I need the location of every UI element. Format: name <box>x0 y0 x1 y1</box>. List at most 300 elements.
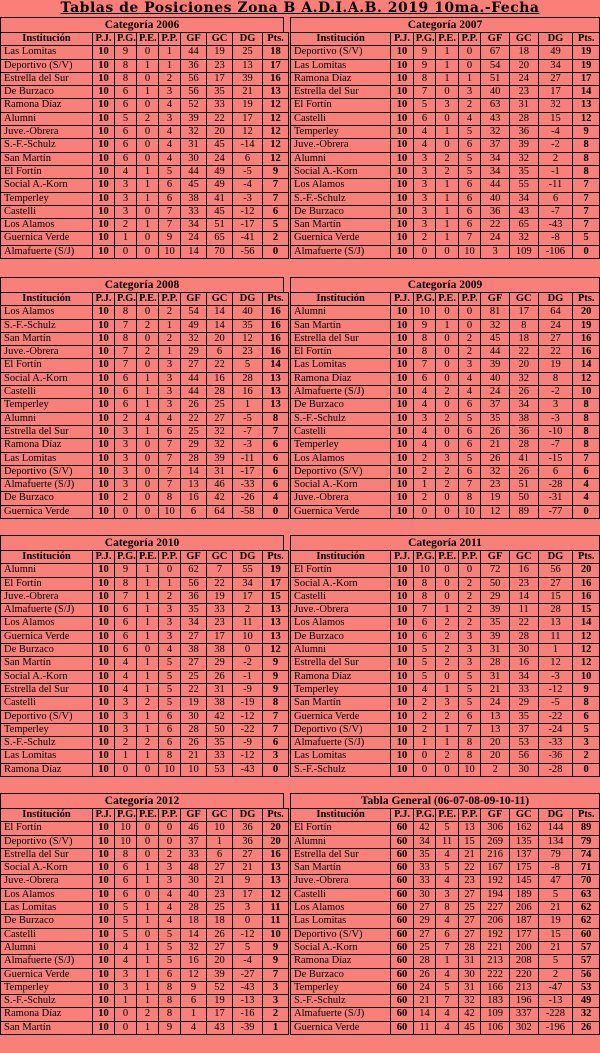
table-row <box>291 862 600 875</box>
stat-cell: 7 <box>263 192 289 205</box>
stat-cell: 0 <box>137 822 159 835</box>
stat-cell: 60 <box>573 928 600 941</box>
stat-cell: 8 <box>115 332 137 345</box>
stat-cell: 34 <box>481 152 510 165</box>
stat-cell: 8 <box>573 152 600 165</box>
stat-cell: 10 <box>207 822 233 835</box>
stat-cell: 3 <box>263 995 289 1008</box>
stat-cell: 33 <box>413 862 436 875</box>
stat-cell: -1 <box>538 165 573 178</box>
stat-cell: 7 <box>159 205 181 218</box>
stat-cell: 1 <box>137 577 159 590</box>
stat-cell: 28 <box>509 439 538 452</box>
stat-cell: 72 <box>481 564 510 577</box>
stat-cell: 7 <box>263 723 289 736</box>
team-name: Ramona Díaz <box>291 372 391 385</box>
stat-cell: 1 <box>137 915 159 928</box>
stat-cell: 1 <box>159 577 181 590</box>
stat-cell: 4 <box>413 425 436 438</box>
stat-cell: 1 <box>137 59 159 72</box>
stat-cell: 10 <box>391 399 414 412</box>
stat-cell: 4 <box>115 670 137 683</box>
stat-cell: 10 <box>93 505 115 518</box>
stat-cell: 20 <box>263 822 289 835</box>
stat-cell: 109 <box>509 245 538 258</box>
stat-cell: 20 <box>263 835 289 848</box>
stat-cell: 10 <box>159 245 181 258</box>
stat-cell: 10 <box>115 835 137 848</box>
stat-cell: 35 <box>233 319 263 332</box>
stat-cell: 3 <box>159 604 181 617</box>
stat-cell: 79 <box>573 835 600 848</box>
stat-cell: 8 <box>413 590 436 603</box>
standings-grid <box>290 32 600 259</box>
stat-cell: 34 <box>509 399 538 412</box>
stat-cell: 5 <box>159 165 181 178</box>
stat-cell: 5 <box>436 862 459 875</box>
table-row <box>291 928 600 941</box>
team-name: Juve.-Obrera <box>291 492 391 505</box>
stat-cell: 33 <box>413 875 436 888</box>
stat-cell: 7 <box>159 452 181 465</box>
stat-cell: 4 <box>413 439 436 452</box>
table-row <box>291 219 600 232</box>
stat-cell: 0 <box>436 112 459 125</box>
team-name: Guernica Verde <box>1 232 93 245</box>
stat-cell: 1 <box>137 590 159 603</box>
stat-cell: 4 <box>115 165 137 178</box>
column-header: DG <box>233 33 263 46</box>
stat-cell: 2 <box>538 152 573 165</box>
stat-cell: 10 <box>93 968 115 981</box>
stat-cell: 5 <box>458 670 481 683</box>
stat-cell: 24 <box>481 232 510 245</box>
stat-cell: 8 <box>159 981 181 994</box>
stat-cell: 3 <box>538 399 573 412</box>
column-header: GC <box>207 809 233 822</box>
stat-cell: 1 <box>159 46 181 59</box>
team-name: Estrella del Sur <box>1 848 93 861</box>
stat-cell: 269 <box>481 835 510 848</box>
team-name: Ramona Díaz <box>291 72 391 85</box>
stat-cell: 18 <box>509 332 538 345</box>
stat-cell: 10 <box>93 723 115 736</box>
stat-cell: 10 <box>93 332 115 345</box>
stat-cell: 46 <box>181 822 207 835</box>
stat-cell: 52 <box>181 99 207 112</box>
stat-cell: 1 <box>137 1021 159 1034</box>
table-row <box>291 439 600 452</box>
stat-cell: 5 <box>233 941 263 954</box>
stat-cell: 53 <box>509 737 538 750</box>
stat-cell: 3 <box>413 412 436 425</box>
column-header: P.P. <box>159 551 181 564</box>
stat-cell: 27 <box>538 577 573 590</box>
stat-cell: 21 <box>413 995 436 1008</box>
stat-cell: 10 <box>93 192 115 205</box>
stat-cell: 11 <box>538 630 573 643</box>
table-row <box>1 955 289 968</box>
stat-cell: 31 <box>207 465 233 478</box>
header-row <box>1 551 289 564</box>
stat-cell: 23 <box>207 59 233 72</box>
stat-cell: 10 <box>391 46 414 59</box>
stat-cell: 10 <box>391 670 414 683</box>
stat-cell: 19 <box>263 564 289 577</box>
stat-cell: 8 <box>263 697 289 710</box>
stat-cell: 3 <box>115 439 137 452</box>
stat-cell: 13 <box>263 630 289 643</box>
column-header: Pts. <box>263 809 289 822</box>
stat-cell: 1 <box>436 723 459 736</box>
stat-cell: 10 <box>391 710 414 723</box>
stat-cell: 8 <box>436 902 459 915</box>
stat-cell: 4 <box>436 1008 459 1021</box>
column-header: P.G. <box>413 293 436 306</box>
column-header: Pts. <box>263 293 289 306</box>
stat-cell: 27 <box>207 412 233 425</box>
stat-cell: 7 <box>263 425 289 438</box>
stat-cell: 3 <box>115 981 137 994</box>
stat-cell: 27 <box>458 928 481 941</box>
table-row <box>291 604 600 617</box>
stat-cell: 36 <box>509 425 538 438</box>
table-row <box>1 306 289 319</box>
stat-cell: 9 <box>573 126 600 139</box>
stat-cell: 162 <box>509 822 538 835</box>
team-name: Almafuerte (S/J) <box>1 955 93 968</box>
stat-cell: 10 <box>93 439 115 452</box>
stat-cell: -16 <box>233 1008 263 1021</box>
stat-cell: 5 <box>159 697 181 710</box>
stat-cell: 2 <box>137 1008 159 1021</box>
stat-cell: 33 <box>181 205 207 218</box>
team-name: Social A.-Korn <box>1 179 93 192</box>
stat-cell: 60 <box>391 928 414 941</box>
stat-cell: 1 <box>436 205 459 218</box>
table-row <box>291 179 600 192</box>
stat-cell: 0 <box>436 439 459 452</box>
team-name: Juve.-Obrera <box>1 590 93 603</box>
stat-cell: 6 <box>538 192 573 205</box>
table-row <box>291 968 600 981</box>
stat-cell: 1 <box>137 179 159 192</box>
table-row <box>1 1021 289 1034</box>
stat-cell: 10 <box>93 112 115 125</box>
stat-cell: 10 <box>93 492 115 505</box>
team-name: Alumni <box>1 412 93 425</box>
stat-cell: 3 <box>413 152 436 165</box>
stat-cell: 30 <box>181 152 207 165</box>
header-row <box>291 33 600 46</box>
stat-cell: 10 <box>391 723 414 736</box>
stat-cell: 3 <box>413 219 436 232</box>
stat-cell: 19 <box>573 59 600 72</box>
stat-cell: -228 <box>538 1008 573 1021</box>
team-name: Deportivo (S/V) <box>291 928 391 941</box>
stat-cell: 42 <box>413 822 436 835</box>
stat-cell: 9 <box>263 683 289 696</box>
stat-cell: 38 <box>181 644 207 657</box>
stat-cell: 5 <box>538 955 573 968</box>
stat-cell: -2 <box>538 386 573 399</box>
stat-cell: 3 <box>263 981 289 994</box>
stat-cell: 10 <box>391 479 414 492</box>
stat-cell: 0 <box>137 848 159 861</box>
table-row <box>291 915 600 928</box>
stat-cell: 1 <box>538 644 573 657</box>
column-header: P.E. <box>436 33 459 46</box>
stat-cell: 10 <box>391 439 414 452</box>
stat-cell: 6 <box>263 452 289 465</box>
stat-cell: 10 <box>391 465 414 478</box>
stat-cell: 2 <box>115 412 137 425</box>
stat-cell: 0 <box>137 152 159 165</box>
category-title: Categoría 2006 <box>0 17 284 32</box>
stat-cell: 6 <box>115 630 137 643</box>
stat-cell: 20 <box>481 737 510 750</box>
stat-cell: 3 <box>573 737 600 750</box>
page-title: Tablas de Posiciones Zona B A.D.I.A.B. 2019 10ma.-Fecha <box>60 0 540 16</box>
stat-cell: 10 <box>93 399 115 412</box>
stat-cell: 3 <box>115 465 137 478</box>
team-name: Guernica Verde <box>291 232 391 245</box>
stat-cell: 28 <box>413 955 436 968</box>
column-header: GF <box>181 33 207 46</box>
stat-cell: 1 <box>233 399 263 412</box>
stat-cell: 10 <box>93 205 115 218</box>
column-header: P.P. <box>458 33 481 46</box>
stat-cell: 10 <box>93 386 115 399</box>
stat-cell: 3 <box>159 862 181 875</box>
stat-cell: 0 <box>413 245 436 258</box>
column-header: Institución <box>291 551 391 564</box>
team-name: S.-F.-Schulz <box>291 763 391 776</box>
stat-cell: 2 <box>115 737 137 750</box>
stat-cell: 60 <box>391 1021 414 1034</box>
stat-cell: 5 <box>573 232 600 245</box>
stat-cell: 10 <box>391 590 414 603</box>
stat-cell: 2 <box>159 306 181 319</box>
table-row <box>1 710 289 723</box>
stat-cell: 27 <box>538 72 573 85</box>
stat-cell: 19 <box>573 46 600 59</box>
stat-cell: 17 <box>509 306 538 319</box>
stat-cell: 49 <box>207 165 233 178</box>
header-row <box>291 551 600 564</box>
table-row <box>1 425 289 438</box>
stat-cell: 1 <box>436 219 459 232</box>
stat-cell: 10 <box>93 928 115 941</box>
team-name: Castelli <box>291 112 391 125</box>
stat-cell: 9 <box>181 981 207 994</box>
stat-cell: 26 <box>181 737 207 750</box>
column-header: P.G. <box>115 33 137 46</box>
stat-cell: -17 <box>233 465 263 478</box>
stat-cell: 39 <box>207 452 233 465</box>
stat-cell: 0 <box>458 46 481 59</box>
column-header: GC <box>509 33 538 46</box>
team-name: Juve.-Obrera <box>291 875 391 888</box>
stat-cell: 12 <box>181 968 207 981</box>
stat-cell: 45 <box>207 139 233 152</box>
stat-cell: 10 <box>391 332 414 345</box>
team-name: Alumni <box>291 835 391 848</box>
stat-cell: 16 <box>573 577 600 590</box>
stat-cell: 10 <box>391 630 414 643</box>
stat-cell: 1 <box>436 192 459 205</box>
team-name: Almafuerte (S/J) <box>291 386 391 399</box>
stat-cell: 1 <box>436 179 459 192</box>
stat-cell: 50 <box>509 492 538 505</box>
stat-cell: 38 <box>181 192 207 205</box>
stat-cell: 10 <box>93 425 115 438</box>
stat-cell: 0 <box>413 750 436 763</box>
stat-cell: 0 <box>115 1008 137 1021</box>
column-header: GC <box>207 293 233 306</box>
stat-cell: 8 <box>115 59 137 72</box>
stat-cell: 10 <box>391 99 414 112</box>
stat-cell: 26 <box>181 399 207 412</box>
stat-cell: 32 <box>509 152 538 165</box>
stat-cell: -7 <box>538 205 573 218</box>
stat-cell: 2 <box>413 465 436 478</box>
stat-cell: 10 <box>391 617 414 630</box>
header-row <box>291 809 600 822</box>
stat-cell: 7 <box>573 452 600 465</box>
stat-cell: 14 <box>573 617 600 630</box>
stat-cell: 10 <box>391 604 414 617</box>
stat-cell: 15 <box>538 590 573 603</box>
table-row <box>1 359 289 372</box>
stat-cell: 10 <box>391 505 414 518</box>
stat-cell: 30 <box>181 875 207 888</box>
stat-cell: 8 <box>413 72 436 85</box>
table-row <box>1 219 289 232</box>
column-header: DG <box>538 293 573 306</box>
stat-cell: -106 <box>538 245 573 258</box>
stat-cell: -1 <box>233 670 263 683</box>
table-row <box>1 848 289 861</box>
stat-cell: 16 <box>263 848 289 861</box>
team-name: El Fortín <box>1 577 93 590</box>
stat-cell: 5 <box>115 915 137 928</box>
stat-cell: 14 <box>263 359 289 372</box>
stat-cell: 10 <box>93 981 115 994</box>
column-header: P.P. <box>458 551 481 564</box>
stat-cell: 4 <box>458 112 481 125</box>
stat-cell: 8 <box>115 577 137 590</box>
column-header: GC <box>509 551 538 564</box>
table-row <box>1 941 289 954</box>
stat-cell: 10 <box>573 670 600 683</box>
table-row <box>1 465 289 478</box>
stat-cell: 31 <box>458 955 481 968</box>
stat-cell: 10 <box>93 941 115 954</box>
stat-cell: 0 <box>413 763 436 776</box>
stat-cell: 6 <box>458 465 481 478</box>
team-name: San Martín <box>1 152 93 165</box>
team-name: De Burzaco <box>1 86 93 99</box>
stat-cell: 10 <box>391 152 414 165</box>
stat-cell: 3 <box>413 179 436 192</box>
stat-cell: 43 <box>207 1021 233 1034</box>
stat-cell: 21 <box>538 941 573 954</box>
table-row <box>1 875 289 888</box>
stat-cell: 10 <box>93 670 115 683</box>
stat-cell: 10 <box>115 822 137 835</box>
stat-cell: 7 <box>115 590 137 603</box>
column-header: P.P. <box>458 293 481 306</box>
stat-cell: 0 <box>458 306 481 319</box>
stat-cell: -5 <box>233 412 263 425</box>
stat-cell: 183 <box>481 995 510 1008</box>
stat-cell: 2 <box>436 152 459 165</box>
stat-cell: 27 <box>207 941 233 954</box>
stat-cell: 10 <box>391 564 414 577</box>
stat-cell: -43 <box>233 981 263 994</box>
team-name: S.-F.-Schulz <box>291 412 391 425</box>
stat-cell: 33 <box>207 604 233 617</box>
stat-cell: 10 <box>93 46 115 59</box>
stat-cell: 4 <box>115 683 137 696</box>
stat-cell: 10 <box>93 232 115 245</box>
stat-cell: 74 <box>573 848 600 861</box>
stat-cell: 46 <box>207 479 233 492</box>
stat-cell: 0 <box>458 319 481 332</box>
team-name: Juve.-Obrera <box>1 875 93 888</box>
stat-cell: 0 <box>137 928 159 941</box>
team-name: San Martín <box>291 219 391 232</box>
header-row <box>1 33 289 46</box>
stat-cell: 0 <box>233 644 263 657</box>
team-name: Alumni <box>1 941 93 954</box>
stat-cell: 32 <box>481 319 510 332</box>
stat-cell: 13 <box>481 710 510 723</box>
stat-cell: 6 <box>413 630 436 643</box>
stat-cell: 12 <box>263 139 289 152</box>
table-row <box>291 465 600 478</box>
stat-cell: 30 <box>509 644 538 657</box>
stat-cell: 6 <box>263 465 289 478</box>
table-row <box>291 452 600 465</box>
team-name: De Burzaco <box>291 399 391 412</box>
stat-cell: 16 <box>263 306 289 319</box>
stat-cell: 19 <box>181 697 207 710</box>
table-row <box>1 492 289 505</box>
table-row <box>291 332 600 345</box>
stat-cell: 196 <box>509 995 538 1008</box>
team-name: Ramona Díaz <box>1 99 93 112</box>
stat-cell: 12 <box>263 126 289 139</box>
stat-cell: 20 <box>207 126 233 139</box>
stat-cell: 13 <box>263 386 289 399</box>
stat-cell: 28 <box>538 604 573 617</box>
stat-cell: 56 <box>509 750 538 763</box>
stat-cell: 16 <box>573 332 600 345</box>
table-row <box>291 657 600 670</box>
table-row <box>1 995 289 1008</box>
stat-cell: 33 <box>207 99 233 112</box>
stat-cell: 10 <box>263 928 289 941</box>
team-name: Castelli <box>291 425 391 438</box>
stat-cell: 3 <box>458 359 481 372</box>
column-header: P.J. <box>93 293 115 306</box>
column-header: GC <box>509 809 538 822</box>
stat-cell: 2 <box>458 99 481 112</box>
stat-cell: 44 <box>181 372 207 385</box>
table-row <box>1 670 289 683</box>
